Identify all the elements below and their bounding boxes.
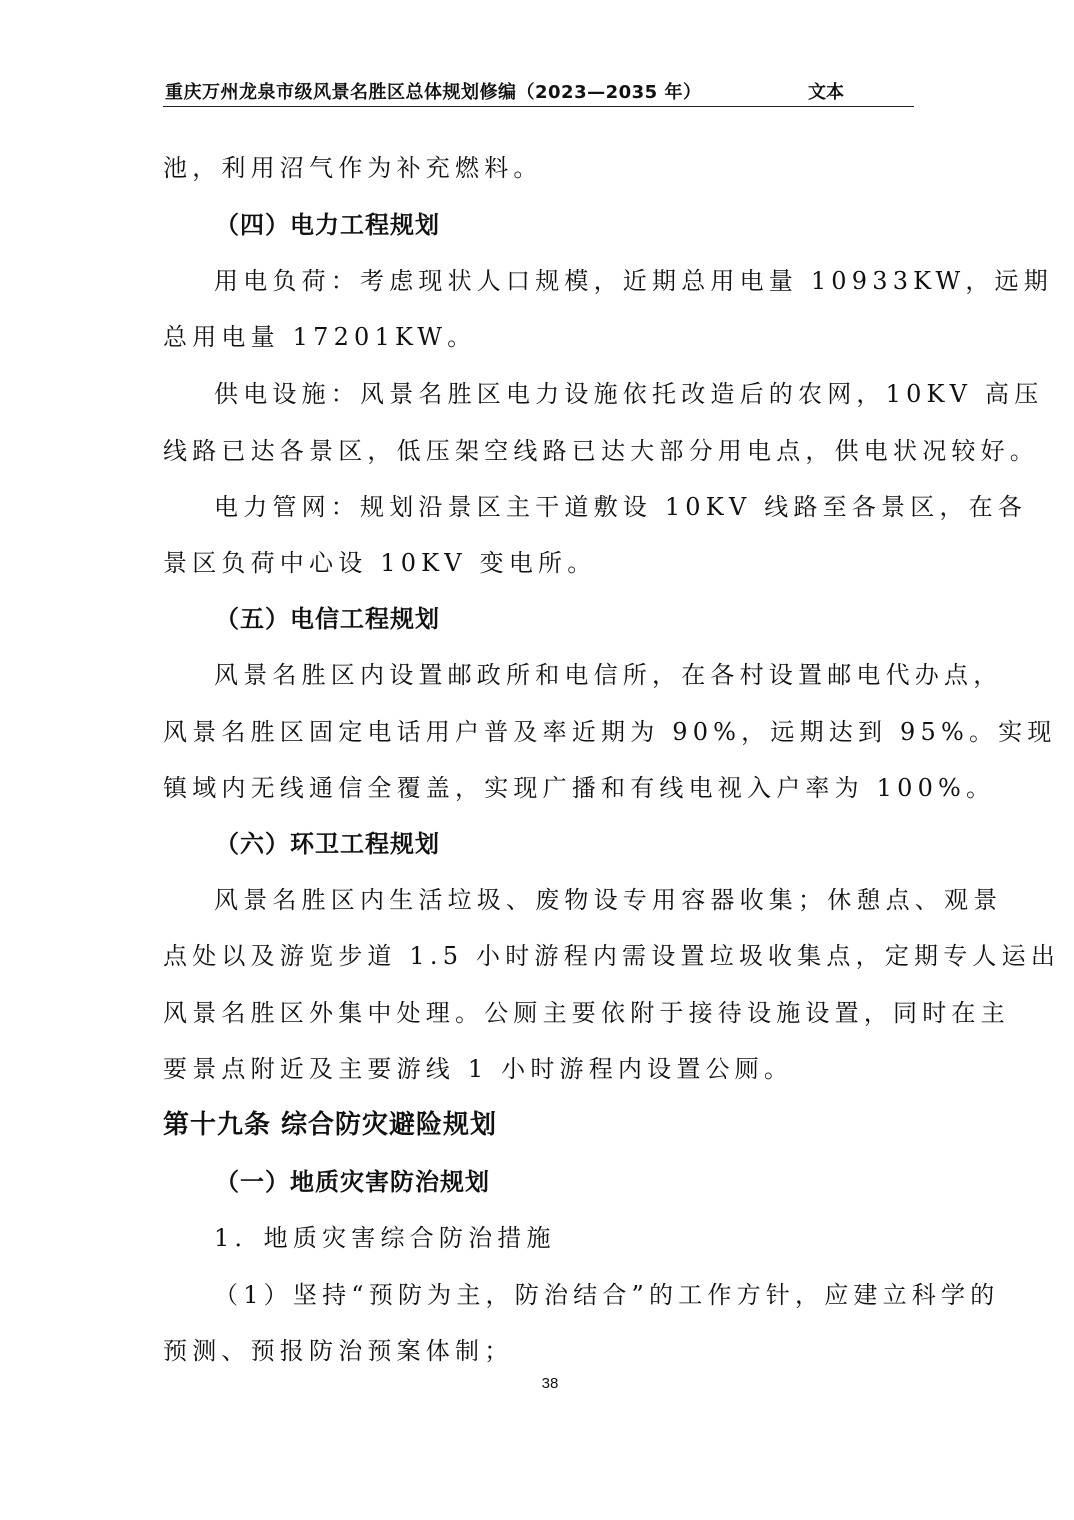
article-heading: 第十九条 综合防灾避险规划	[163, 1110, 498, 1140]
body-line: （1）坚持“预防为主，防治结合”的工作方针，应建立科学的	[214, 1281, 1000, 1309]
body-line: 供电设施：风景名胜区电力设施依托改造后的农网，10KV 高压	[214, 380, 1044, 408]
body-line: 用电负荷：考虑现状人口规模，近期总用电量 10933KW，远期	[214, 267, 1053, 295]
body-line: 要景点附近及主要游线 1 小时游程内设置公厕。	[163, 1055, 794, 1083]
section-heading-geological: （一）地质灾害防治规划	[215, 1168, 490, 1196]
list-item-heading: 1．地质灾害综合防治措施	[214, 1224, 556, 1252]
section-heading-sanitation: （六）环卫工程规划	[215, 830, 440, 858]
body-line: 风景名胜区内生活垃圾、废物设专用容器收集；休憩点、观景	[214, 886, 1003, 914]
body-line: 风景名胜区内设置邮政所和电信所，在各村设置邮电代办点，	[214, 661, 1003, 689]
section-heading-telecom: （五）电信工程规划	[215, 605, 440, 633]
body-line: 电力管网：规划沿景区主干道敷设 10KV 线路至各景区，在各	[214, 493, 1028, 521]
body-line: 线路已达各景区，低压架空线路已达大部分用电点，供电状况较好。	[163, 437, 1039, 465]
body-line: 风景名胜区外集中处理。公厕主要依附于接待设施设置，同时在主	[163, 999, 1010, 1027]
body-line: 点处以及游览步道 1.5 小时游程内需设置垃圾收集点，定期专人运出	[163, 942, 1061, 970]
section-heading-power: （四）电力工程规划	[215, 211, 440, 239]
body-line: 镇域内无线通信全覆盖，实现广播和有线电视入户率为 100%。	[163, 774, 996, 802]
document-title: 重庆万州龙泉市级风景名胜区总体规划修编（2023—2035 年）	[165, 82, 702, 103]
body-line: 预测、预报防治预案体制；	[163, 1337, 514, 1365]
body-line: 风景名胜区固定电话用户普及率近期为 90%，远期达到 95%。实现	[163, 718, 1057, 746]
body-line: 总用电量 17201KW。	[163, 323, 477, 351]
body-line: 池，利用沼气作为补充燃料。	[163, 154, 543, 182]
page-number: 38	[541, 1375, 559, 1392]
document-type-label: 文本	[808, 82, 844, 103]
page-header	[163, 72, 914, 107]
body-line: 景区负荷中心设 10KV 变电所。	[163, 549, 597, 577]
